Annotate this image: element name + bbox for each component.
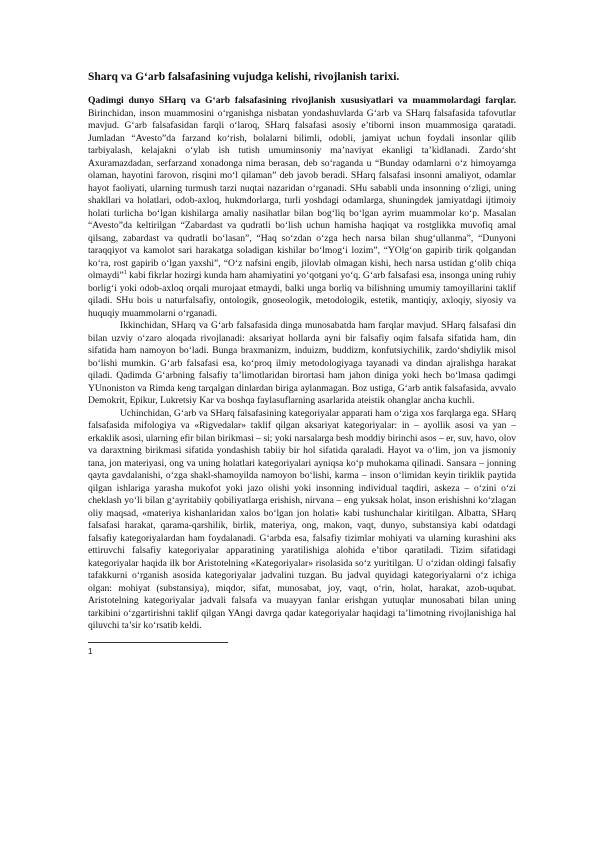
paragraph-1-lead: Qadimgi dunyo SHarq va G‘arb falsafasining rivojlanish xususiyatlari va muammolardagi farqlar. xyxy=(88,95,516,106)
paragraph-2: Ikkinchidan, SHarq va G‘arb falsafasida dinga munosabatda ham farqlar mavjud. SHarq falsafasi din bilan uzviy o‘zaro aloqada rivojlanadi: aksariyat hollarda ayni bir falsafiy oqim falsafa sifatida ham, din sifatida ham namoyon bo‘ladi. Bunga braxmanizm, induizm, buddizm, konfutsiychilik, zardo‘shdiylik misol bo‘lishi mumkin. G‘arb falsafasi esa, ko‘proq ilmiy metodologiyaga tayanadi va dindan ajralishga harakat qiladi. Qadimda G‘arbning falsafiy ta’limotlaridan birortasi ham jahon diniga yoki hech bo‘lmasa qadimgi YUnoniston va Rimda keng tarqalgan dinlardan biriga aylanmagan. Boz ustiga, G‘arb antik falsafasida, avvalo Demokrit, Epikur, Lukretsiy Kar va boshqa faylasuflarning asarlarida ateistik ohanglar ancha kuchli. xyxy=(88,320,516,406)
footnote-divider xyxy=(88,642,228,643)
paragraph-1 xyxy=(88,95,516,320)
footnote-number: 1 xyxy=(88,646,93,656)
paragraph-1-body: Birinchidan, inson muammosini o‘rganishga nisbatan yondashuvlarda G‘arb va SHarq falsafasida tafovutlar mavjud. G‘arb falsafasidan farqli o‘laroq, SHarq falsafasi asosiy e’tiborni inson muammosiga qaratadi. Jumladan “Avesto”da farzand ko‘rish, bolalarni bilimli, odobli, jamiyat uchun foydali insonlar qilib tarbiyalash, kelajakni o‘ylab ish tutish umuminsoniy ma’naviyat ekanligi ta’kidlanadi. Zardo‘sht Axuramazdadan, serfarzand xonadonga nima berasan, deb so‘raganda u “Bunday odamlarni o‘z himoyamga olaman, hayotini farovon, risqini mo‘l qilaman” deb javob beradi. SHarq falsafasi insonni amaliyot, odamlar hayot faoliyati, ularning turmush tarzi nuqtai nazaridan o‘rganadi. SHu sababli unda insonning o‘zligi, uning shakllari va holatlari, odob-axloq, hukmdorlarga, turli yoshdagi odamlarga, shuningdek jamiyatdagi ijtimoiy holati turlicha bo‘lgan kishilarga amaliy nasihatlar bilan bog‘liq bo‘lgan ayrim muammolar ko‘p. Masalan “Avesto”da keltirilgan “Zabardast va qudratli bo‘lish uchun hamisha haqiqat va rostglikka muvofiq amal qilsang, zabardast va qudratli bo‘lasan”, “Haq so‘zdan o‘zga hech narsa bilan shug‘ullanma”, “Dunyoni taraqqiyot va kamolot sari harakatga soladigan kishilar bo‘lmog‘i lozim”, “YOlg‘on gapirib tirik qolgandan ko‘ra, rost gapirib o‘lgan yaxshi”, “O‘z nafsini engib, jilovlab olmagan kishi, hech narsa ustidan g‘olib chiqa olmaydi” xyxy=(88,107,516,281)
paragraph-1-tail: kabi fikrlar hozirgi kunda ham ahamiyatini yo‘qotgani yo‘q. G‘arb falsafasi esa, insonga uning ruhiy borlig‘i yoki odob-axloq orqali murojaat etmaydi, balki unga borliq va bilishning umumiy tamoyillarini taklif qiladi. SHu bois u naturfalsafiy, ontologik, gnoseologik, metodologik, estetik, mantiqiy, axloqiy, siyosiy va huquqiy muammolarni o‘rganadi. xyxy=(88,270,516,319)
footnote-reference[interactable]: 1 xyxy=(123,269,127,276)
page-title: Sharq va G‘arb falsafasining vujudga kelishi, rivojlanish tarixi. xyxy=(88,71,400,83)
paragraph-3: Uchinchidan, G‘arb va SHarq falsafasining kategoriyalar apparati ham o‘ziga xos farqlarga ega. SHarq falsafasida mifologiya va «Rigvedalar» taklif qilgan aksariyat kategoriyalar: in – ayollik asosi va yan – erkaklik asosi, ularning efir bilan birikmasi – si; yoki narsalarga besh moddiy birinchi asos – er, suv, havo, olov va daraxtning birikmasi sifatida yondashish tabiiy bir hol sifatida qaraladi. Hayot va o‘lim, jon va jismoniy tana, jon materiyasi, ong va uning holatlari kategoriyalari ayniqsa ko‘p muhokama qilinadi. Sansara – jonning qayta gavdalanishi, o‘zga shakl-shamoyilda namoyon bo‘lishi, karma – inson o‘limidan keyin tiriklik paytida qilgan ishlariga yarasha mukofot yoki jazo olishi yoki insonning individual taqdiri, askeza – o‘zini o‘zi cheklash yo‘li bilan g‘ayritabiiy qobiliyatlarga erishish, nirvana – eng yuksak holat, inson erishishni ko‘zlagan oliy maqsad, «materiya kishanlaridan xalos bo‘lgan jon holati» kabi tushunchalar kiritilgan. Albatta, SHarq falsafasi harakat, qarama-qarshilik, birlik, materiya, ong, makon, vaqt, dunyo, substansiya kabi odatdagi falsafiy kategoriyalardan ham foydalanadi. G‘arbda esa, falsafiy tizimlar mohiyati va ularning kurashini aks ettiruvchi falsafiy kategoriyalar apparatining yaratilishiga alohida e’tibor qaratiladi. Tizim sifatidagi kategoriyalar haqida ilk bor Aristotelning «Kategoriyalar» risolasida so‘z yuritilgan. U o‘zidan oldingi falsafiy tafakkurni o‘rganish asosida kategoriyalar jadvalini tuzgan. Bu jadval quyidagi kategoriyalarni o‘z ichiga olgan: mohiyat (substansiya), miqdor, sifat, munosabat, joy, vaqt, o‘rin, holat, harakat, azob-uqubat. Aristotelning kategoriyalar jadvali falsafa va muayyan fanlar erishgan yutuqlar munosabati bilan uning tarkibini o‘zgartirishni taklif qilgan YAngi davrga qadar kategoriyalar haqidagi ta’limotning rivojlanishiga hal qiluvchi ta’sir ko‘rsatib keldi. xyxy=(88,407,516,631)
document-page xyxy=(88,70,516,657)
